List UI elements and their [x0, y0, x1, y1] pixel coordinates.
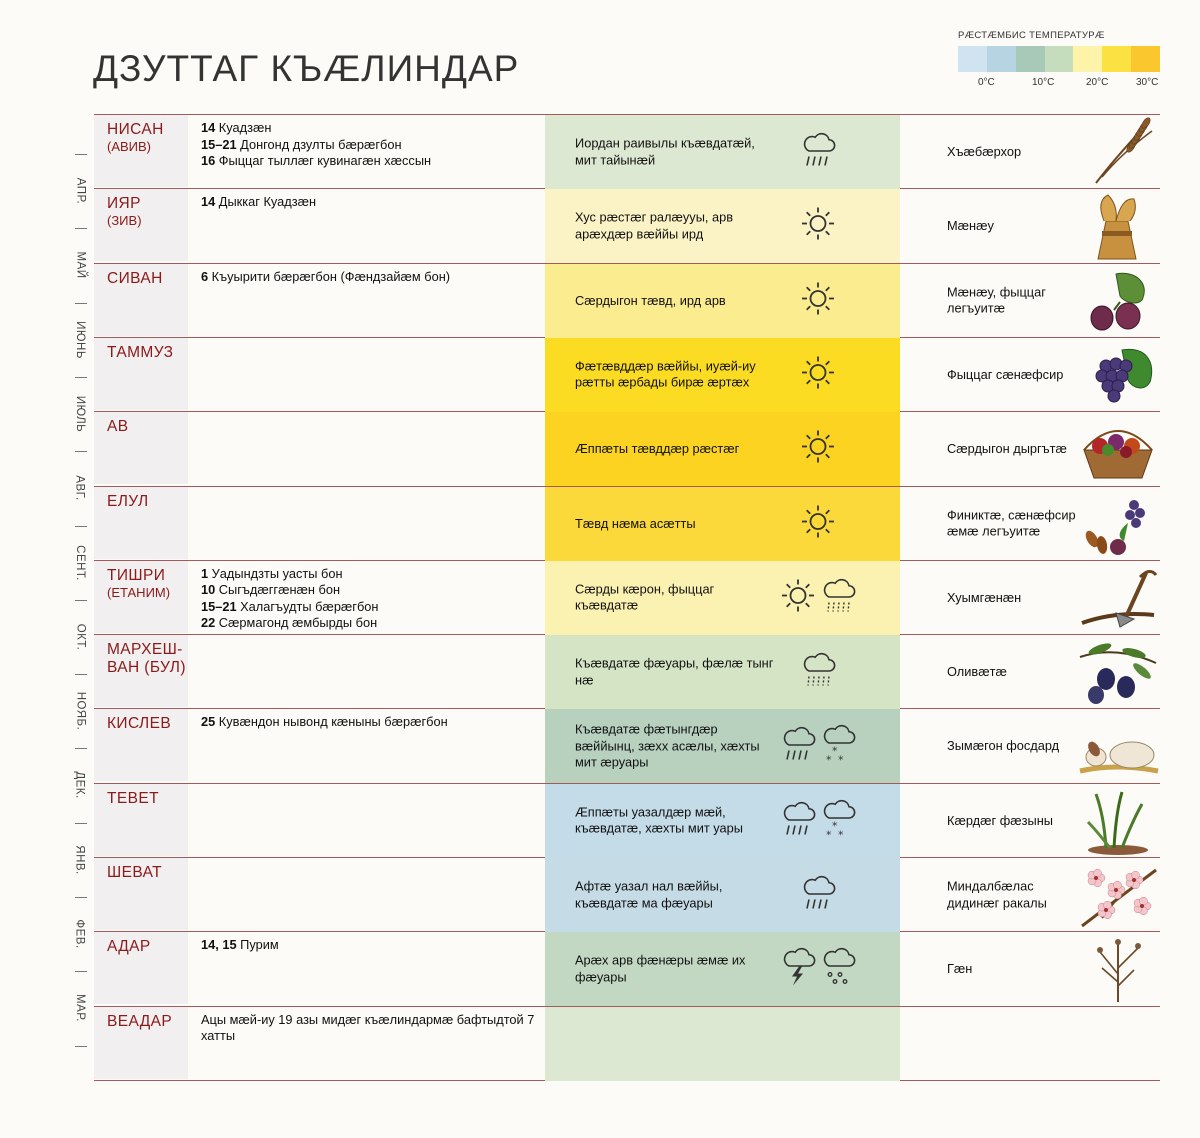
wheat-icon — [1076, 117, 1160, 187]
festivals-list — [201, 1012, 541, 1045]
festivals-list — [201, 120, 541, 170]
rain-icon — [798, 873, 838, 918]
weather-description: Хус рæстæг ралæууы, арв арæхдæр вæййы ирд — [575, 209, 734, 242]
calendar-row — [94, 858, 1160, 932]
sidebar-month — [71, 971, 89, 1045]
legend-swatch — [1131, 46, 1160, 72]
weather-cell — [545, 1007, 900, 1081]
crop-label: Оливæтæ — [947, 663, 1007, 679]
sidebar-month-label: СЕНТ. — [74, 544, 87, 581]
festival-name: Уадындзты уасты бон — [208, 565, 343, 581]
festival-date: 1 — [201, 565, 209, 581]
crop-label: Мæнæу — [947, 218, 994, 234]
crop-label: Финиктæ, сæнæфсир æмæ легъуитæ — [947, 507, 1076, 539]
crop-label: Хуымгæнæн — [947, 589, 1022, 605]
calendar-row — [94, 784, 1160, 858]
sun-icon — [798, 352, 838, 397]
festival-date: 15–21 — [201, 136, 237, 152]
hebrew-month-name — [107, 641, 186, 677]
legend-tick-label: 0°C — [978, 77, 995, 88]
calendar-row — [94, 561, 1160, 635]
hebrew-month-name: КИСЛЕВ — [107, 715, 172, 733]
hebrew-month-cell — [94, 709, 188, 781]
weather-description: Иордан раивылы къæвдатæй, мит тайынæй — [575, 135, 755, 167]
weather-description: Арæх арв фæнæры æмæ их фæуары — [575, 952, 746, 985]
festival-name: Сæрмагонд æмбырды бон — [215, 615, 378, 631]
calendar-row — [94, 115, 1160, 189]
festival-date: 22 — [201, 615, 216, 631]
festival-date: 14, 15 — [201, 937, 237, 953]
fruit-basket-icon — [1076, 414, 1160, 484]
grapes-icon — [1076, 340, 1160, 410]
crop-label: Кæрдæг фæзыны — [947, 812, 1053, 828]
festival-item — [201, 566, 541, 583]
sidebar-month — [71, 228, 89, 302]
calendar-row — [94, 635, 1160, 709]
hebrew-month-name: ТЕВЕТ — [107, 789, 159, 807]
hebrew-month-cell — [94, 858, 188, 930]
legend-swatch — [1016, 46, 1045, 72]
sidebar-month — [71, 303, 89, 377]
weather-cell — [545, 189, 900, 263]
weather-cell — [545, 635, 900, 709]
svg-text:*: * — [832, 819, 838, 833]
hebrew-month-cell — [94, 1007, 188, 1079]
legend-swatch — [1045, 46, 1074, 72]
festival-name: Халагъудты бæрæгбон — [236, 598, 379, 614]
hebrew-month-cell — [94, 189, 188, 261]
weather-cell — [545, 561, 900, 635]
hebrew-month-cell — [94, 932, 188, 1004]
festival-date: 16 — [201, 153, 216, 168]
month-name-line: ВАН (БУЛ) — [107, 659, 186, 677]
festival-item — [201, 714, 541, 731]
crop-label: Гæн — [947, 961, 973, 977]
festival-item — [201, 120, 541, 137]
hebrew-month-name: АДАР — [107, 938, 151, 956]
legend-swatch — [987, 46, 1016, 72]
weather-description: Афтæ уазал нал вæййы, къæвдатæ ма фæуары — [575, 878, 723, 910]
crop-label: Мæнæу, фыццаг легъуитæ — [947, 284, 1046, 316]
crop-label: Сæрдыгон дыргътæ — [947, 440, 1067, 456]
festivals-list — [201, 269, 541, 286]
weather-cell — [545, 412, 900, 486]
calendar-row — [94, 189, 1160, 263]
festival-date: 14 — [201, 120, 216, 135]
sidebar-month — [71, 823, 89, 897]
almond-blossom-icon — [1076, 860, 1160, 930]
flax-icon — [1076, 934, 1160, 1004]
festival-date: 25 — [201, 714, 216, 730]
weather-description: Тæвд нæма асæтты — [575, 515, 696, 531]
weather-cell — [545, 932, 900, 1006]
weather-cell — [545, 784, 900, 858]
hebrew-month-cell — [94, 635, 188, 707]
hebrew-month-alt-name: (АВИВ) — [107, 139, 152, 154]
weather-description: Æппæты тæвддæр рæстæг — [575, 440, 740, 456]
crop-label: Хъæбæрхор — [947, 143, 1022, 159]
weather-description: Æппæты уазалдæр мæй, къæвдатæ, хæхты мит уары — [575, 804, 743, 836]
rain-icon — [778, 724, 818, 769]
sidebar-month-label: ЯНВ. — [74, 844, 87, 875]
weather-cell — [545, 264, 900, 338]
hebrew-month-cell — [94, 264, 188, 336]
sidebar-month-label: МАР. — [74, 994, 87, 1023]
olives-icon — [1076, 637, 1160, 707]
svg-text:*: * — [838, 828, 844, 839]
sidebar-month-label: МАЙ — [74, 251, 87, 279]
festival-name: Пурим — [236, 937, 279, 953]
sheep-icon — [1076, 711, 1160, 781]
hebrew-month-name: ТАММУЗ — [107, 343, 174, 361]
legend-ticks — [958, 77, 1160, 91]
figs-icon — [1076, 266, 1160, 336]
legend-swatch — [958, 46, 987, 72]
legend-tick-label: 10°C — [1032, 77, 1055, 88]
sidebar-month — [71, 154, 89, 228]
weather-cell — [545, 115, 900, 189]
weather-cell — [545, 487, 900, 561]
festival-name: Дыккаг Куадзæн — [215, 194, 317, 210]
sun-icon — [798, 204, 838, 249]
festival-name: Къуырити бæрæгбон (Фæндзайæм бон) — [208, 268, 451, 284]
festival-item — [201, 937, 541, 954]
hebrew-month-name: ЕЛУЛ — [107, 492, 149, 510]
weather-description: Сæрды кæрон, фыццаг къæвдатæ — [575, 581, 715, 613]
hebrew-month-name: СИВАН — [107, 269, 163, 287]
hebrew-month-name: АВ — [107, 418, 129, 436]
hebrew-month-cell — [94, 338, 188, 410]
sidebar-month — [71, 377, 89, 451]
sidebar-month — [71, 748, 89, 822]
festival-date: 10 — [201, 582, 216, 598]
festival-item — [201, 615, 541, 632]
hebrew-month-cell — [94, 412, 188, 484]
hebrew-month-name: ТИШРИ — [107, 566, 166, 584]
svg-text:*: * — [826, 828, 832, 839]
sidebar-tick — [75, 1046, 87, 1047]
sun-icon — [798, 278, 838, 323]
rain-icon — [778, 798, 818, 843]
festivals-list — [201, 194, 541, 211]
weather-description: Къæвдатæ фæуары, фæлæ тынг нæ — [575, 655, 774, 688]
page-title: ДЗУТТАГ КЪӔЛИНДАР — [93, 48, 520, 89]
svg-text:*: * — [826, 753, 832, 764]
sun-icon — [778, 575, 818, 620]
festivals-list — [201, 937, 541, 954]
svg-text:*: * — [832, 744, 838, 758]
sidebar-month — [71, 600, 89, 674]
festival-name: Кувæндон нывонд кæныны бæрæгбон — [215, 714, 448, 730]
festival-date: 15–21 — [201, 598, 237, 614]
weather-cell — [545, 338, 900, 412]
calendar-row — [94, 709, 1160, 783]
festival-name: Донгонд дзулты бæрæгбон — [236, 136, 402, 152]
thunder-icon — [778, 947, 818, 992]
snow-icon — [818, 798, 858, 843]
hebrew-month-name: НИСАН — [107, 121, 164, 138]
month-name-line: МАРХЕШ- — [107, 641, 183, 659]
weather-cell — [545, 858, 900, 932]
festival-item — [201, 582, 541, 599]
calendar-row — [94, 338, 1160, 412]
sun-icon — [798, 501, 838, 546]
crop-label: Фыццаг сæнæфсир — [947, 366, 1064, 382]
light-rain-icon — [818, 575, 858, 620]
festival-name: Сыгъдæггæнæн бон — [215, 582, 341, 598]
hebrew-month-cell — [94, 115, 188, 187]
weather-description: Фæтæвддæр вæййы, иуæй-иу рæтты æрбады бирæ æртæх — [575, 358, 756, 390]
legend-tick-label: 20°C — [1086, 77, 1109, 88]
weather-description: Сæрдыгон тæвд, ирд арв — [575, 292, 726, 308]
festivals-list — [201, 714, 541, 731]
svg-text:*: * — [838, 753, 844, 764]
sidebar-month-label: ФЕВ. — [74, 919, 86, 949]
calendar-row — [94, 1007, 1160, 1081]
hebrew-month-cell — [94, 487, 188, 559]
grass-icon — [1076, 786, 1160, 856]
sidebar-month-label: ИЮЛЬ — [74, 395, 86, 433]
barley-sheaf-icon — [1076, 191, 1160, 261]
festival-name: Куадзæн — [215, 120, 272, 135]
sidebar-month — [71, 897, 89, 971]
sidebar-month-label: НОЯБ. — [74, 691, 87, 731]
hebrew-month-name: ШЕВАТ — [107, 864, 162, 881]
calendar-row — [94, 264, 1160, 338]
rain-icon — [798, 130, 838, 175]
festival-name: Ацы мæй-иу 19 азы мидæг къæлиндармæ бафтыдтой 7 хатты — [201, 1011, 535, 1044]
festival-item — [201, 1012, 541, 1045]
legend-tick-label: 30°C — [1136, 77, 1159, 88]
dates-icon — [1076, 489, 1160, 559]
festival-date: 14 — [201, 194, 216, 210]
festival-item — [201, 153, 541, 170]
legend-swatch — [1102, 46, 1131, 72]
hebrew-month-cell — [94, 561, 188, 633]
festival-date: 6 — [201, 268, 209, 284]
sidebar-month-label: ДЕК. — [74, 771, 87, 800]
sun-icon — [798, 427, 838, 472]
calendar-row — [94, 412, 1160, 486]
hebrew-month-cell — [94, 784, 188, 856]
legend-color-bar — [958, 46, 1160, 72]
sidebar-month-label: АПР. — [74, 177, 86, 205]
festival-name: Фыццаг тыллæг кувинагæн хæссын — [215, 153, 432, 168]
legend-title: РӔСТӔМБИС ТЕМПЕРАТУРӔ — [958, 30, 1105, 41]
hebrew-month-name: ИЯР — [107, 195, 141, 213]
calendar-row — [94, 932, 1160, 1006]
sidebar-month-label: ОКТ. — [74, 623, 86, 651]
festival-item — [201, 194, 541, 211]
hebrew-month-alt-name: (ЕТАНИМ) — [107, 584, 171, 600]
temperature-legend — [958, 30, 1160, 91]
snow-icon — [818, 724, 858, 769]
light-rain-icon — [798, 650, 838, 695]
sidebar-month — [71, 526, 89, 600]
sidebar-month — [71, 674, 89, 748]
sidebar-month-label: АВГ. — [74, 475, 87, 501]
festival-item — [201, 137, 541, 154]
legend-swatch — [1073, 46, 1102, 72]
plow-icon — [1076, 563, 1160, 633]
hail-icon — [818, 947, 858, 992]
hebrew-month-alt-name: (ЗИВ) — [107, 213, 142, 229]
festivals-list — [201, 566, 541, 632]
calendar-row — [94, 487, 1160, 561]
weather-cell — [545, 709, 900, 783]
hebrew-month-name: ВЕАДАР — [107, 1012, 173, 1030]
sidebar-month-label: ИЮНЬ — [74, 320, 86, 359]
crop-label: Миндалбæлас дидинæг ракалы — [947, 878, 1047, 910]
crop-label: Зымæгон фосдард — [947, 738, 1060, 754]
sidebar-month — [71, 451, 89, 525]
festival-item — [201, 269, 541, 286]
festival-item — [201, 599, 541, 616]
weather-description: Къæвдатæ фæтынгдæр вæййынц, зæхх асæлы, хæхты мит æруары — [575, 721, 760, 770]
